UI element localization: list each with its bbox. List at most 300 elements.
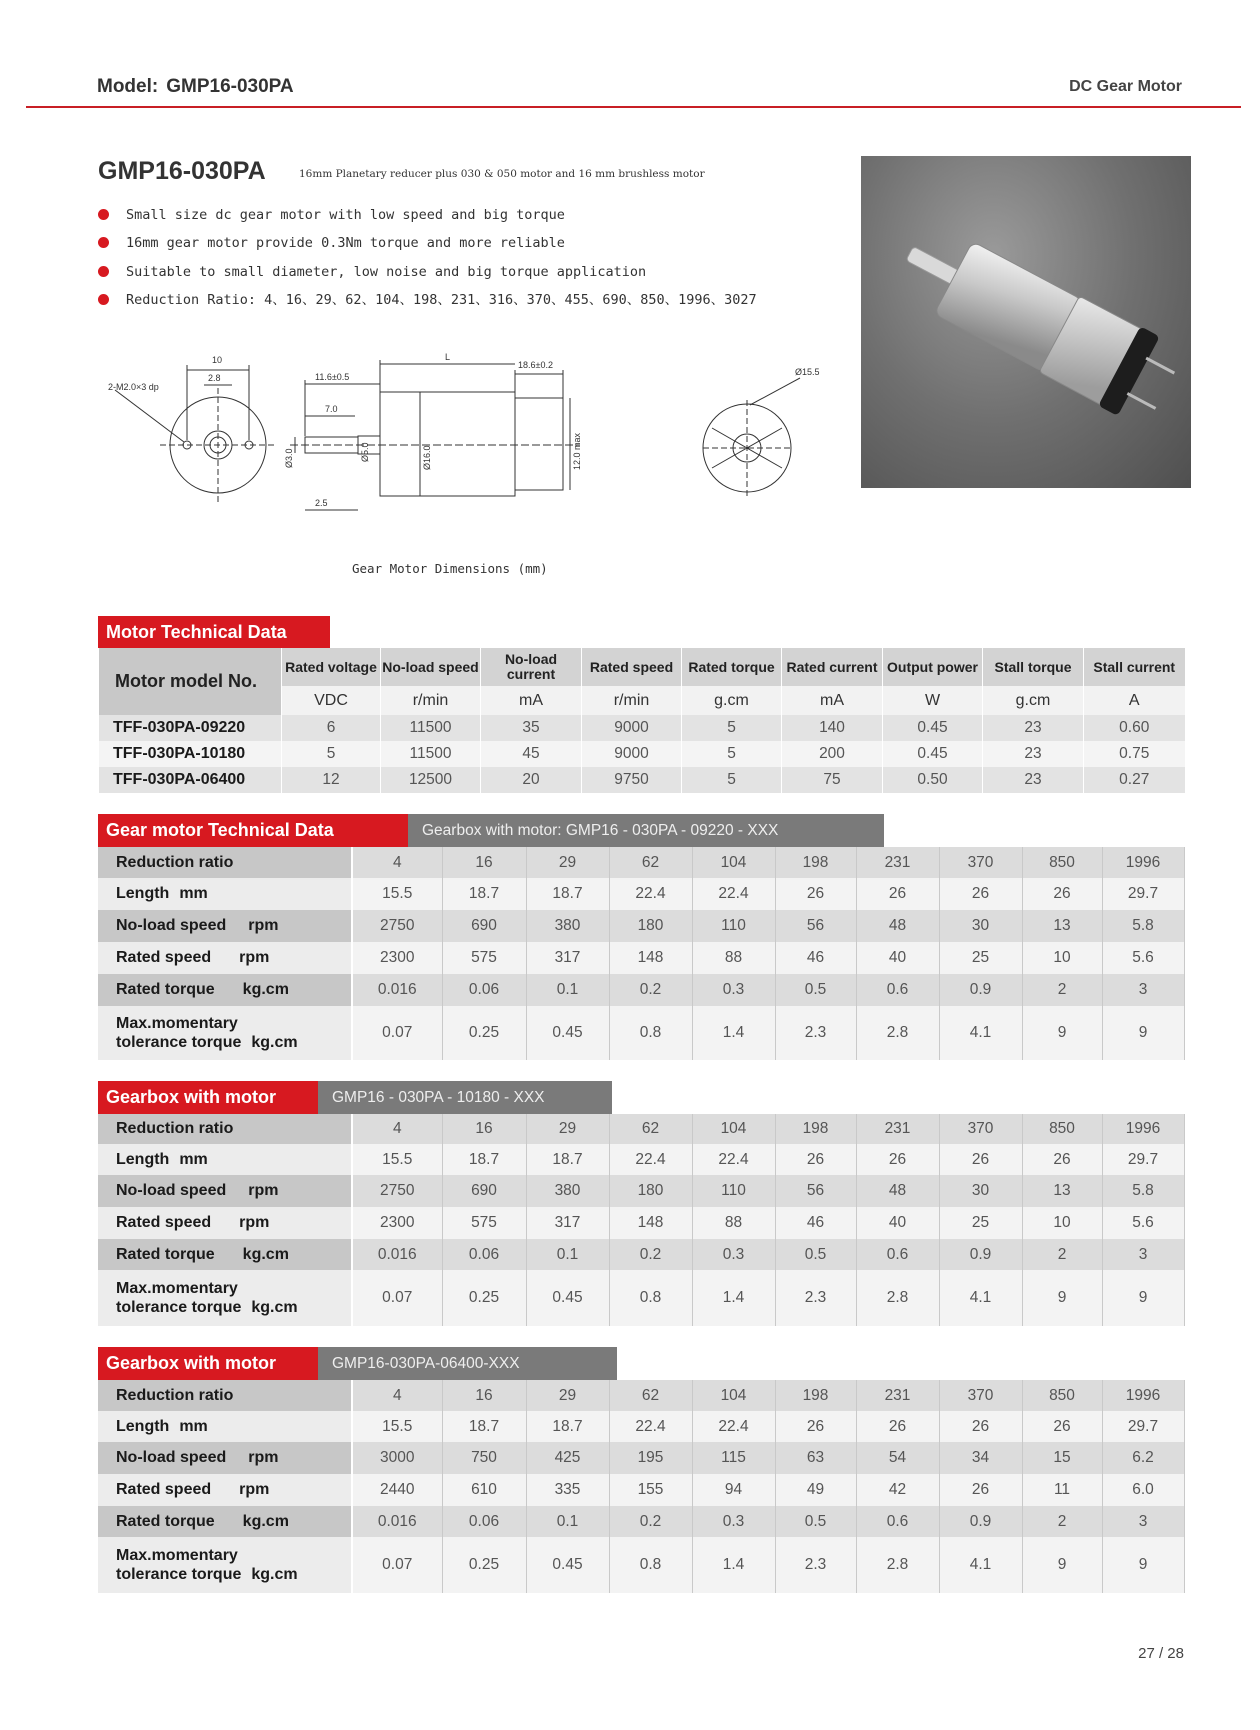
motor-model-cell: TFF-030PA-06400 [99, 767, 282, 793]
feature-text: Reduction Ratio: 4、16、29、62、104、198、231、316、370、455、690、850、1996、3027 [126, 291, 757, 308]
product-photo [861, 156, 1191, 488]
table-cell: 0.016 [352, 1506, 442, 1537]
dim-hole-label: 2-M2.0×3 dp [108, 382, 159, 392]
table-cell: 1996 [1102, 847, 1184, 878]
table-cell: 2 [1022, 1239, 1102, 1270]
table-cell: 3000 [352, 1442, 442, 1474]
table-cell: 26 [775, 1144, 856, 1175]
row-label: Max.momentary tolerance torque kg.cm [98, 1537, 352, 1593]
table-cell: 62 [609, 1114, 692, 1144]
table-cell: 0.06 [442, 974, 526, 1006]
table-cell: 4.1 [939, 1006, 1022, 1060]
feature-text: Suitable to small diameter, low noise and big torque application [126, 263, 647, 280]
motor-model-cell: TFF-030PA-09220 [99, 715, 282, 741]
gear-data-table-2 [98, 1114, 1185, 1326]
table-cell: 10 [1022, 942, 1102, 974]
motor-model-cell: TFF-030PA-10180 [99, 741, 282, 767]
table-cell: 180 [609, 910, 692, 942]
table-cell: 56 [775, 1175, 856, 1207]
table-cell: 0.3 [692, 1506, 775, 1537]
dim-2.5-label: 2.5 [315, 498, 328, 508]
dim-15.5-label: Ø15.5 [795, 367, 820, 377]
table-cell: 9 [1022, 1270, 1102, 1326]
table-cell: 9 [1102, 1006, 1184, 1060]
table-cell: 575 [442, 942, 526, 974]
table-cell: 0.5 [775, 974, 856, 1006]
table-row [99, 741, 1185, 767]
table-cell: 26 [939, 1474, 1022, 1506]
side-view-labels [284, 352, 582, 508]
row-label: Max.momentary tolerance torque kg.cm [98, 1270, 352, 1326]
table-cell: 22.4 [609, 1144, 692, 1175]
table-cell: 231 [856, 1380, 939, 1411]
table-cell: 2.8 [856, 1537, 939, 1593]
page-header [0, 0, 1260, 110]
table-cell: 0.45 [526, 1537, 609, 1593]
dim-7.0-label: 7.0 [325, 404, 338, 414]
table-cell: 610 [442, 1474, 526, 1506]
table-cell: 6.2 [1102, 1442, 1184, 1474]
table-cell: 115 [692, 1442, 775, 1474]
gear-section-title: Gearbox with motor [98, 1081, 318, 1114]
table-cell: 26 [1022, 1411, 1102, 1442]
table-cell: 26 [856, 1411, 939, 1442]
table-cell: 9 [1102, 1270, 1184, 1326]
row-label: Rated torque kg.cm [98, 974, 352, 1006]
row-label: Rated torque kg.cm [98, 1239, 352, 1270]
table-row [98, 1506, 1184, 1537]
table-cell: 15.5 [352, 1411, 442, 1442]
table-cell: 26 [939, 1144, 1022, 1175]
table-cell: 26 [856, 1144, 939, 1175]
table-row [98, 1114, 1184, 1144]
table-cell: 2 [1022, 974, 1102, 1006]
feature-text: Small size dc gear motor with low speed and big torque [126, 207, 565, 223]
table-cell: 46 [775, 942, 856, 974]
table-cell: 34 [939, 1442, 1022, 1474]
table-cell: 3 [1102, 1239, 1184, 1270]
table-cell: 22.4 [692, 1144, 775, 1175]
row-label: Length mm [98, 878, 352, 910]
table-cell: 26 [856, 878, 939, 910]
table-cell: 0.06 [442, 1506, 526, 1537]
unit-cell: r/min [381, 686, 481, 715]
table-row [98, 1380, 1184, 1411]
table-cell: 1.4 [692, 1006, 775, 1060]
dim-3.0-label: Ø3.0 [284, 448, 294, 468]
table-cell: 2750 [352, 1175, 442, 1207]
table-cell: 11 [1022, 1474, 1102, 1506]
gear-data-table-3 [98, 1380, 1185, 1593]
table-cell: 18.7 [526, 878, 609, 910]
side-view-drawing [290, 360, 580, 510]
table-cell: 317 [526, 1207, 609, 1239]
row-label: No-load speed rpm [98, 910, 352, 942]
table-cell: 850 [1022, 1380, 1102, 1411]
table-row [98, 1442, 1184, 1474]
table-cell: 88 [692, 1207, 775, 1239]
table-row [98, 847, 1184, 878]
row-label: Length mm [98, 1144, 352, 1175]
table-cell: 2440 [352, 1474, 442, 1506]
table-cell: 56 [775, 910, 856, 942]
table-cell: 4 [352, 1380, 442, 1411]
table-cell: 26 [939, 1411, 1022, 1442]
table-cell: 13 [1022, 1175, 1102, 1207]
table-cell: 11500 [381, 741, 481, 767]
table-cell: 2750 [352, 910, 442, 942]
table-cell: 0.8 [609, 1537, 692, 1593]
column-header: Stall current [1084, 648, 1185, 686]
table-cell: 148 [609, 1207, 692, 1239]
table-cell: 9 [1102, 1537, 1184, 1593]
table-cell: 0.6 [856, 1239, 939, 1270]
table-row [98, 974, 1184, 1006]
row-label: Rated speed rpm [98, 1207, 352, 1239]
gear-section-title: Gear motor Technical Data [98, 814, 408, 847]
product-subtitle: 16mm Planetary reducer plus 030 & 050 motor and 16 mm brushless motor [299, 168, 705, 180]
table-cell: 16 [442, 847, 526, 878]
table-cell: 0.3 [692, 1239, 775, 1270]
column-header: No-load speed [381, 648, 481, 686]
table-cell: 0.6 [856, 1506, 939, 1537]
table-cell: 29 [526, 847, 609, 878]
unit-cell: A [1084, 686, 1185, 715]
table-cell: 0.2 [609, 1506, 692, 1537]
table-cell: 0.25 [442, 1006, 526, 1060]
table-cell: 231 [856, 847, 939, 878]
table-cell: 40 [856, 1207, 939, 1239]
table-cell: 370 [939, 847, 1022, 878]
table-cell: 1.4 [692, 1537, 775, 1593]
table-cell: 0.8 [609, 1006, 692, 1060]
table-cell: 0.45 [883, 715, 983, 741]
table-cell: 690 [442, 910, 526, 942]
table-cell: 0.5 [775, 1506, 856, 1537]
table-cell: 22.4 [609, 878, 692, 910]
table-row [98, 942, 1184, 974]
table-cell: 380 [526, 1175, 609, 1207]
table-cell: 48 [856, 1175, 939, 1207]
table-cell: 2 [1022, 1506, 1102, 1537]
table-row [98, 1474, 1184, 1506]
table-cell: 0.9 [939, 974, 1022, 1006]
table-cell: 2.8 [856, 1270, 939, 1326]
category-label: DC Gear Motor [1069, 78, 1182, 95]
row-label: Rated speed rpm [98, 942, 352, 974]
table-cell: 29.7 [1102, 1144, 1184, 1175]
bullet-icon [98, 209, 109, 220]
unit-cell: mA [782, 686, 883, 715]
table-cell: 198 [775, 1380, 856, 1411]
table-cell: 62 [609, 1380, 692, 1411]
table-cell: 104 [692, 1380, 775, 1411]
table-cell: 9750 [582, 767, 682, 793]
table-cell: 4 [352, 1114, 442, 1144]
table-row [99, 715, 1185, 741]
table-row [98, 1239, 1184, 1270]
column-header: Rated voltage [282, 648, 381, 686]
table-cell: 9000 [582, 715, 682, 741]
table-cell: 35 [481, 715, 582, 741]
table-cell: 335 [526, 1474, 609, 1506]
table-cell: 18.7 [526, 1144, 609, 1175]
table-cell: 0.25 [442, 1270, 526, 1326]
table-cell: 575 [442, 1207, 526, 1239]
unit-cell: g.cm [682, 686, 782, 715]
motor-header-row [99, 648, 1185, 686]
feature-item [98, 233, 757, 261]
gear-section-title: Gearbox with motor [98, 1347, 318, 1380]
table-cell: 155 [609, 1474, 692, 1506]
column-header: Output power [883, 648, 983, 686]
column-header: No-load current [481, 648, 582, 686]
table-cell: 0.016 [352, 1239, 442, 1270]
feature-item [98, 262, 757, 290]
table-cell: 4.1 [939, 1270, 1022, 1326]
table-cell: 40 [856, 942, 939, 974]
table-cell: 88 [692, 942, 775, 974]
table-cell: 46 [775, 1207, 856, 1239]
table-cell: 94 [692, 1474, 775, 1506]
table-cell: 45 [481, 741, 582, 767]
table-cell: 15 [1022, 1442, 1102, 1474]
rear-view-labels [795, 367, 820, 377]
table-cell: 22.4 [692, 1411, 775, 1442]
table-cell: 0.5 [775, 1239, 856, 1270]
table-cell: 16 [442, 1380, 526, 1411]
table-cell: 750 [442, 1442, 526, 1474]
table-cell: 0.1 [526, 974, 609, 1006]
table-cell: 11500 [381, 715, 481, 741]
front-view-labels [108, 355, 222, 392]
table-cell: 0.07 [352, 1537, 442, 1593]
table-cell: 26 [1022, 1144, 1102, 1175]
table-cell: 3 [1102, 974, 1184, 1006]
column-header: Rated current [782, 648, 883, 686]
row-label: No-load speed rpm [98, 1175, 352, 1207]
unit-cell: g.cm [983, 686, 1084, 715]
table-cell: 29 [526, 1380, 609, 1411]
table-cell: 29.7 [1102, 878, 1184, 910]
table-cell: 425 [526, 1442, 609, 1474]
table-cell: 6 [282, 715, 381, 741]
gear-section-subtitle: GMP16 - 030PA - 10180 - XXX [318, 1081, 612, 1114]
row-label: No-load speed rpm [98, 1442, 352, 1474]
table-cell: 4.1 [939, 1537, 1022, 1593]
table-cell: 0.07 [352, 1006, 442, 1060]
table-cell: 29 [526, 1114, 609, 1144]
motor-data-table [98, 648, 1185, 793]
table-cell: 0.3 [692, 974, 775, 1006]
table-cell: 30 [939, 910, 1022, 942]
table-row [98, 1537, 1184, 1593]
table-cell: 0.6 [856, 974, 939, 1006]
table-cell: 140 [782, 715, 883, 741]
bullet-icon [98, 266, 109, 277]
table-cell: 0.2 [609, 1239, 692, 1270]
table-cell: 2.3 [775, 1537, 856, 1593]
table-cell: 49 [775, 1474, 856, 1506]
header-divider [26, 106, 1241, 108]
product-title: GMP16-030PA [98, 157, 266, 185]
table-cell: 0.9 [939, 1506, 1022, 1537]
dim-10-label: 10 [212, 355, 223, 365]
table-cell: 0.2 [609, 974, 692, 1006]
rear-view-drawing [703, 378, 800, 496]
feature-text: 16mm gear motor provide 0.3Nm torque and more reliable [126, 235, 565, 252]
table-cell: 148 [609, 942, 692, 974]
table-cell: 380 [526, 910, 609, 942]
table-cell: 2.3 [775, 1006, 856, 1060]
table-cell: 0.45 [526, 1270, 609, 1326]
row-label: Length mm [98, 1411, 352, 1442]
dim-5.0-label: Ø5.0 [360, 442, 370, 462]
model-heading [97, 76, 294, 98]
feature-item [98, 290, 757, 318]
table-cell: 104 [692, 1114, 775, 1144]
table-cell: 26 [939, 878, 1022, 910]
table-cell: 48 [856, 910, 939, 942]
table-cell: 1.4 [692, 1270, 775, 1326]
motor-section-title: Motor Technical Data [98, 616, 330, 649]
table-cell: 0.75 [1084, 741, 1185, 767]
feature-item [98, 205, 757, 233]
table-row [98, 878, 1184, 910]
table-cell: 110 [692, 910, 775, 942]
table-cell: 0.45 [526, 1006, 609, 1060]
row-label: Rated torque kg.cm [98, 1506, 352, 1537]
table-cell: 62 [609, 847, 692, 878]
unit-cell: mA [481, 686, 582, 715]
row-label: Rated speed rpm [98, 1474, 352, 1506]
table-cell: 25 [939, 1207, 1022, 1239]
table-cell: 5.8 [1102, 910, 1184, 942]
table-cell: 15.5 [352, 1144, 442, 1175]
gear-section-subtitle: GMP16-030PA-06400-XXX [318, 1347, 617, 1380]
table-cell: 195 [609, 1442, 692, 1474]
table-cell: 198 [775, 847, 856, 878]
table-cell: 0.1 [526, 1239, 609, 1270]
row-label: Max.momentary tolerance torque kg.cm [98, 1006, 352, 1060]
feature-list [98, 205, 757, 318]
table-cell: 110 [692, 1175, 775, 1207]
table-cell: 25 [939, 942, 1022, 974]
table-row [98, 1144, 1184, 1175]
table-cell: 9 [1022, 1006, 1102, 1060]
table-cell: 0.1 [526, 1506, 609, 1537]
bullet-icon [98, 294, 109, 305]
table-row [98, 1411, 1184, 1442]
table-cell: 850 [1022, 1114, 1102, 1144]
dim-18.6-label: 18.6±0.2 [518, 360, 553, 370]
table-row [98, 1175, 1184, 1207]
table-cell: 180 [609, 1175, 692, 1207]
row-label: Reduction ratio [98, 1380, 352, 1411]
table-cell: 29.7 [1102, 1411, 1184, 1442]
dim-12.0-label: 12.0 max [572, 432, 582, 470]
table-cell: 18.7 [526, 1411, 609, 1442]
table-cell: 5.6 [1102, 942, 1184, 974]
unit-cell: VDC [282, 686, 381, 715]
dimension-drawings [100, 350, 860, 530]
table-row [98, 1207, 1184, 1239]
table-cell: 22.4 [692, 878, 775, 910]
motor-model-header: Motor model No. [99, 648, 282, 715]
dimensions-caption: Gear Motor Dimensions (mm) [352, 561, 548, 576]
table-cell: 3 [1102, 1506, 1184, 1537]
table-cell: 23 [983, 715, 1084, 741]
dim-11.6-label: 11.6±0.5 [315, 372, 350, 382]
row-label: Reduction ratio [98, 847, 352, 878]
model-value: GMP16-030PA [166, 76, 294, 97]
table-cell: 0.60 [1084, 715, 1185, 741]
table-cell: 1996 [1102, 1114, 1184, 1144]
table-cell: 5 [682, 741, 782, 767]
table-cell: 0.07 [352, 1270, 442, 1326]
table-cell: 10 [1022, 1207, 1102, 1239]
gear-motor-photo-icon [861, 156, 1191, 488]
table-cell: 850 [1022, 847, 1102, 878]
table-cell: 0.06 [442, 1239, 526, 1270]
table-cell: 75 [782, 767, 883, 793]
table-cell: 0.50 [883, 767, 983, 793]
table-cell: 12 [282, 767, 381, 793]
table-cell: 15.5 [352, 878, 442, 910]
table-cell: 18.7 [442, 1411, 526, 1442]
table-cell: 13 [1022, 910, 1102, 942]
table-cell: 2.8 [856, 1006, 939, 1060]
dim-16.0-label: Ø16.0 [422, 445, 432, 470]
table-cell: 0.45 [883, 741, 983, 767]
table-cell: 54 [856, 1442, 939, 1474]
table-cell: 18.7 [442, 1144, 526, 1175]
table-cell: 200 [782, 741, 883, 767]
table-cell: 5 [682, 715, 782, 741]
table-cell: 0.27 [1084, 767, 1185, 793]
gear-section-subtitle: Gearbox with motor: GMP16 - 030PA - 09220 - XXX [408, 814, 884, 847]
table-row [98, 1006, 1184, 1060]
table-cell: 370 [939, 1114, 1022, 1144]
unit-cell: W [883, 686, 983, 715]
table-cell: 22.4 [609, 1411, 692, 1442]
table-row [98, 910, 1184, 942]
table-cell: 2300 [352, 1207, 442, 1239]
table-cell: 2.3 [775, 1270, 856, 1326]
table-cell: 370 [939, 1380, 1022, 1411]
column-header: Rated torque [682, 648, 782, 686]
table-cell: 231 [856, 1114, 939, 1144]
table-cell: 63 [775, 1442, 856, 1474]
column-header: Rated speed [582, 648, 682, 686]
model-label: Model: [97, 76, 159, 97]
table-cell: 0.8 [609, 1270, 692, 1326]
table-row [98, 1270, 1184, 1326]
table-cell: 20 [481, 767, 582, 793]
table-cell: 5 [282, 741, 381, 767]
table-cell: 198 [775, 1114, 856, 1144]
table-cell: 4 [352, 847, 442, 878]
table-cell: 2300 [352, 942, 442, 974]
table-cell: 5 [682, 767, 782, 793]
table-cell: 23 [983, 741, 1084, 767]
table-cell: 42 [856, 1474, 939, 1506]
table-cell: 26 [1022, 878, 1102, 910]
table-cell: 18.7 [442, 878, 526, 910]
table-row [99, 767, 1185, 793]
table-cell: 1996 [1102, 1380, 1184, 1411]
table-cell: 0.25 [442, 1537, 526, 1593]
